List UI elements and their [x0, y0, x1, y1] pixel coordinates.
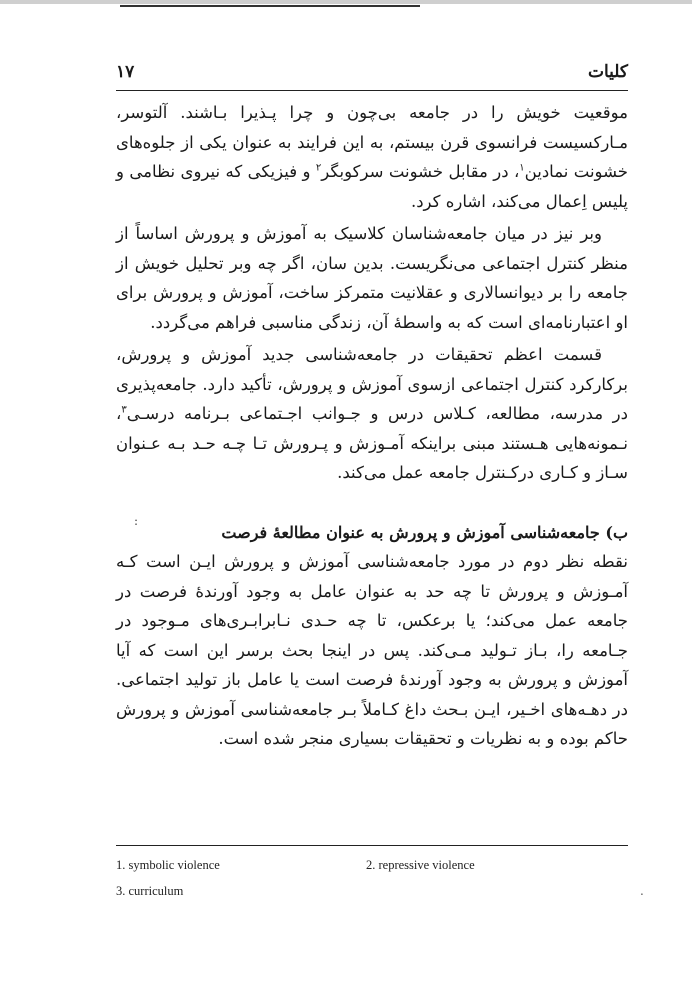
paragraph-4: نقطه نظر دوم در مورد جامعه‌شناسی آموزش و پرورش ایـن است کـه آمـوزش و پرورش تا چه حد به عنوان عامل به وجود آورندهٔ فرصت در جامعه عمل می‌کند؛ یا برعکس، تا چه حـدی نـابرابـری‌های مـوجود در جـامعه را، بـاز تـولید مـی‌کند. پس در اینجا بحث برسر این است که آیا آموزش و پرورش به وجود آورندهٔ فرصت است یا عامل باز تولید اجتماعی. در دهـه‌های اخـیر، ایـن بـحث داغ کـاملاً بـر جامعه‌شناسی آموزش و پرورش حاکم بوده و به نظریات و تحقیقات بسیاری منجر شده است.: [116, 552, 628, 748]
paragraph-1-part-3: و فیزیکی که نیروی نظامی و پلیس اِعمال می‌کند، اشاره کرد.: [116, 162, 628, 211]
footnote-ref-2: ۲: [315, 162, 322, 174]
section-heading: ب) جامعه‌شناسی آموزش و پرورش به عنوان مطالعهٔ فرصت: [221, 522, 628, 542]
paragraph-1-part-1: موقعیت خویش را در جامعه بی‌چون و چرا پـذیرا بـاشند. آلتوسر، مـارکسیست فرانسوی قرن بیستم، به این فرایند به عنوان یکی از جلوه‌های خشونت نمادین: [116, 103, 628, 181]
footnote-2: 2. repressive violence: [366, 858, 475, 872]
paragraph-2: وبر نیز در میان جامعه‌شناسان کلاسیک به آموزش و پرورش اساساً از منظر کنترل اجتماعی می‌نگریست. بدین سان، اگر چه وبر تحلیل خویش از جامعه را بر دیوانسالاری و عقلانیت متمرکز ساخت، آموزش و پرورش برای او اعتبارنامه‌ای است که به واسطهٔ آن، زندگی مناسبی فراهم می‌گردد.: [116, 224, 628, 332]
footnote-rule: [116, 845, 628, 846]
paragraph-1-part-2: ، در مقابل خشونت سرکوبگر: [321, 162, 520, 181]
footnote-1: 1. symbolic violence: [116, 858, 220, 872]
header-title: کلیات: [587, 62, 628, 82]
footnote-ref-3: ۳: [121, 404, 127, 416]
paragraph-3: [116, 340, 628, 488]
stray-dot: .: [640, 884, 644, 898]
running-header: [116, 62, 628, 90]
page-top-edge: [0, 0, 692, 4]
footnote-ref-1: ۱: [519, 162, 525, 174]
footnote-3: 3. curriculum: [116, 884, 184, 898]
page-number: ۱۷: [116, 62, 135, 82]
paragraph-3-part-2: ، نـمونه‌هایی هـستند مبنی براینکه آمـوزش و پـرورش تـا چـه حـد بـه عـنوان سـاز و کـاری درکـنترل جامعه عمل می‌کند.: [116, 404, 628, 482]
paragraph-1: [116, 98, 628, 216]
body-text: [116, 98, 628, 754]
header-rule: [116, 90, 628, 91]
page-top-mark: [120, 5, 420, 7]
stray-mark: :: [134, 514, 139, 528]
paragraph-3-part-1: قسمت اعظم تحقیقات در جامعه‌شناسی جدید آموزش و پرورش، برکارکرد کنترل اجتماعی ازسوی آموزش و پرورش، تأکید دارد. جامعه‌پذیری در مدرسه، مطالعه، کـلاس درس و جـوانب اجـتماعی بـرنامه درسـی: [116, 345, 628, 423]
